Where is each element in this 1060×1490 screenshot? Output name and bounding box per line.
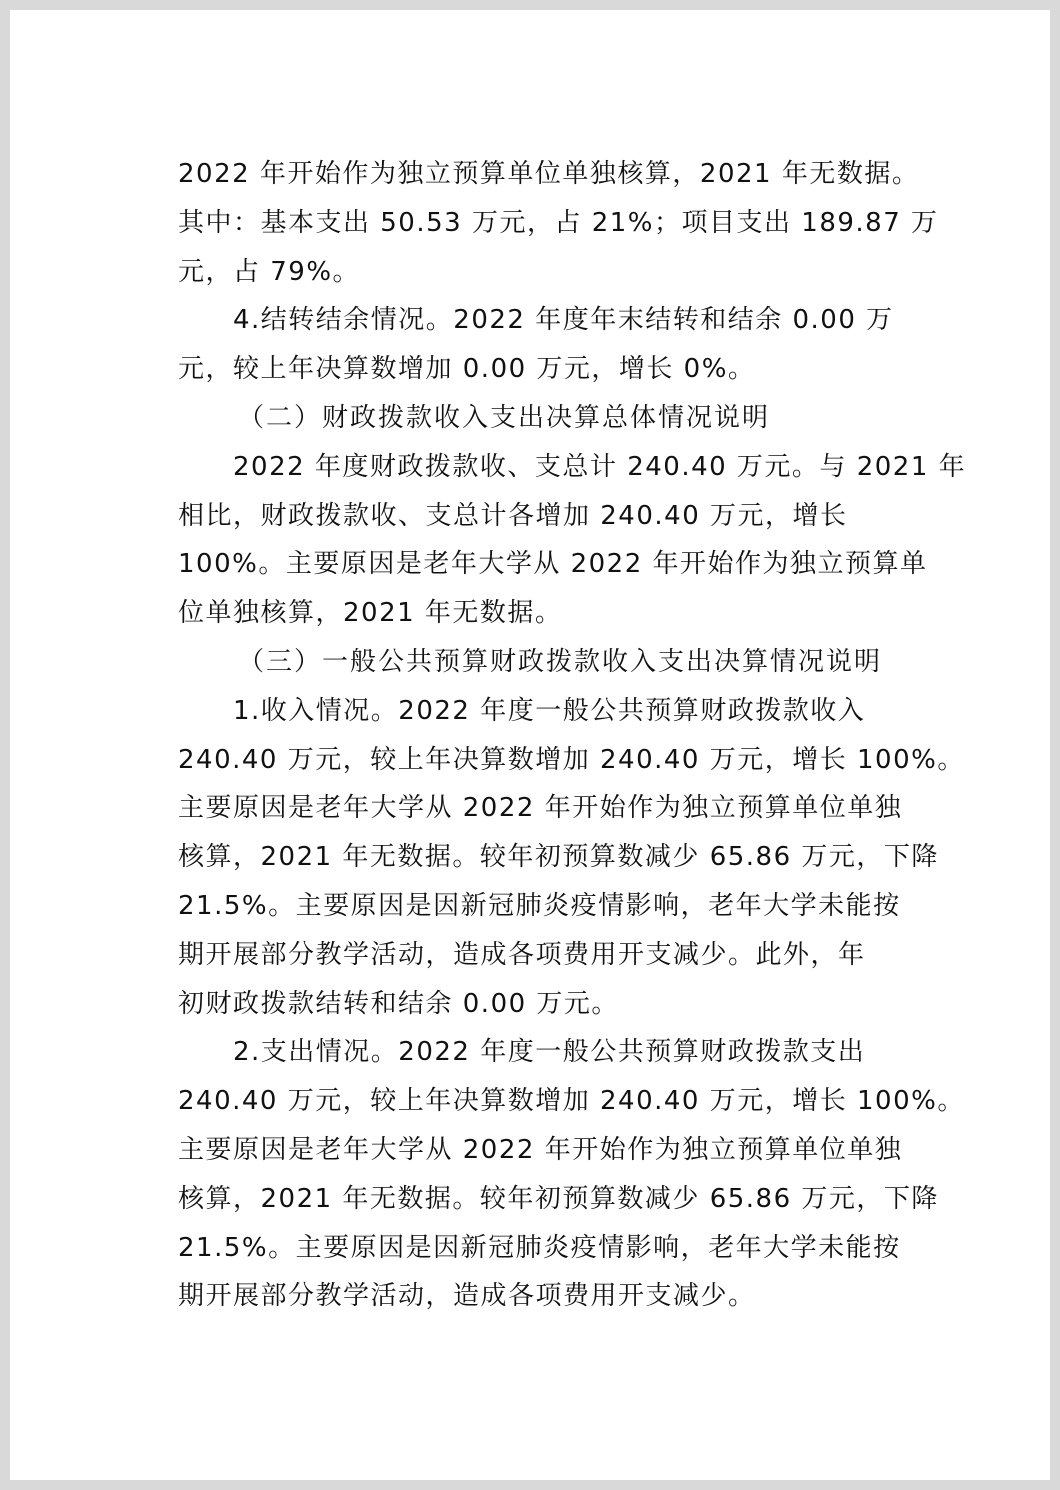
text-line: 期开展部分教学活动，造成各项费用开支减少。 [178,1281,756,1312]
text-line: 期开展部分教学活动，造成各项费用开支减少。此外，年 [178,939,866,970]
text-line: 相比，财政拨款收、支总计各增加 240.40 万元，增长 [178,500,848,531]
text-line: 核算，2021 年无数据。较年初预算数减少 65.86 万元，下降 [178,1183,939,1214]
text-line: 其中：基本支出 50.53 万元，占 21%；项目支出 189.87 万 [178,207,939,238]
text-line: 100%。主要原因是老年大学从 2022 年开始作为独立预算单 [178,549,928,580]
text-line: 主要原因是老年大学从 2022 年开始作为独立预算单位单独 [178,1134,903,1165]
text-line: 240.40 万元，较上年决算数增加 240.40 万元，增长 100%。 [178,744,965,775]
paragraph-start-line: 1.收入情况。2022 年度一般公共预算财政拨款收入 [233,695,866,726]
text-line: 初财政拨款结转和结余 0.00 万元。 [178,988,619,1019]
text-line: 元，较上年决算数增加 0.00 万元，增长 0%。 [178,354,756,385]
document-page [10,10,1050,1480]
text-line: 21.5%。主要原因是因新冠肺炎疫情影响，老年大学未能按 [178,1232,901,1263]
text-line: 2022 年开始作为独立预算单位单独核算，2021 年无数据。 [178,159,920,189]
document-body [178,150,967,1321]
text-line: 240.40 万元，较上年决算数增加 240.40 万元，增长 100%。 [178,1086,965,1117]
paragraph-start-line: 4.结转结余情况。2022 年度年末结转和结余 0.00 万 [233,305,894,336]
text-line: 位单独核算，2021 年无数据。 [178,598,563,629]
text-line: 核算，2021 年无数据。较年初预算数减少 65.86 万元，下降 [178,842,939,873]
text-line: 主要原因是老年大学从 2022 年开始作为独立预算单位单独 [178,793,903,824]
paragraph-start-line: 2022 年度财政拨款收、支总计 240.40 万元。与 2021 年 [233,451,967,482]
section-heading: （三）一般公共预算财政拨款收入支出决算情况说明 [238,646,883,677]
text-line: 元，占 79%。 [178,256,361,287]
paragraph-start-line: 2.支出情况。2022 年度一般公共预算财政拨款支出 [233,1037,866,1068]
section-heading: （二）财政拨款收入支出决算总体情况说明 [238,402,771,433]
text-line: 21.5%。主要原因是因新冠肺炎疫情影响，老年大学未能按 [178,890,901,921]
